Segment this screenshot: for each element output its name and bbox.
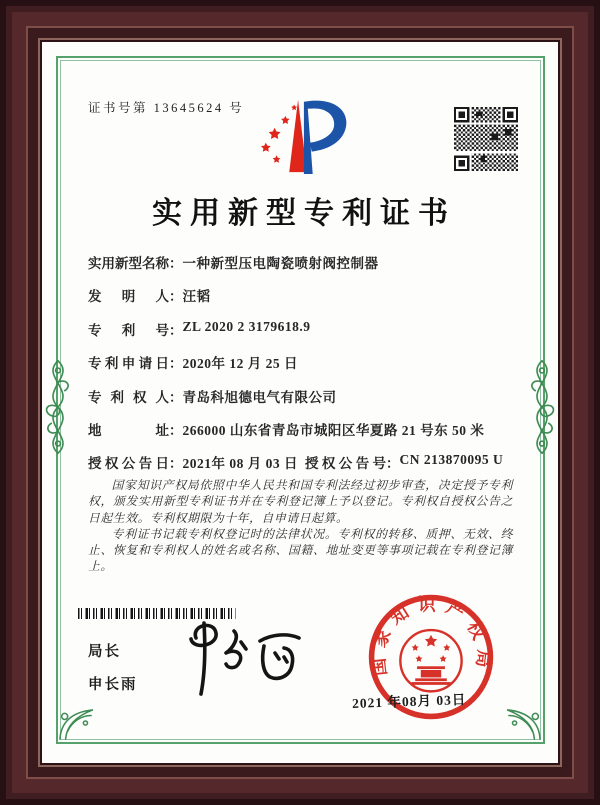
seal-text: 国家知识产权局: [367, 594, 495, 677]
field-row-patent-no: 专利号：ZL 2020 2 3179618.9: [88, 318, 311, 338]
field-label: 专利申请日: [88, 356, 169, 372]
field-value: 266000 山东省青岛市城阳区华夏路 21 号东 50 米: [182, 422, 485, 438]
director-name: 申长雨: [88, 677, 138, 693]
field-label: 专利权人: [88, 389, 169, 405]
vine-ornament-left-icon: [33, 352, 83, 462]
field-label: 发明人: [88, 289, 169, 305]
field-row-patentee: 专利权人：青岛科旭德电气有限公司: [88, 386, 514, 419]
field-label: 专利号: [88, 322, 169, 338]
grant-number-pair: 授权公告号：CN 213870095 U: [305, 452, 504, 472]
qr-code: [454, 107, 518, 171]
legal-paragraph-2: 专利证书记载专利权登记时的法律状况。专利权的转移、质押、无效、终止、恢复和专利权人的姓名或名称、国籍、地址变更等事项记载在专利登记簿上。: [88, 526, 513, 574]
field-label: 授权公告日: [88, 456, 169, 472]
field-value: 汪韬: [182, 289, 211, 305]
field-label: 授权公告号: [305, 456, 386, 472]
field-value: 2021年 08 月 03 日: [182, 456, 298, 472]
field-row-filing-date: 专利申请日：2020年 12 月 25 日: [88, 352, 514, 385]
field-row-inventor: 发明人：汪韬: [88, 285, 514, 318]
vine-ornament-right-icon: [517, 352, 567, 462]
certificate-title: 实用新型专利证书: [152, 197, 456, 230]
certificate-fields: [88, 252, 514, 486]
field-row-address: 地址：266000 山东省青岛市城阳区华夏路 21 号东 50 米: [88, 419, 514, 452]
certificate-number: 证书号第 13645624 号: [88, 101, 245, 115]
field-label: 地址: [88, 422, 169, 438]
field-value: CN 213870095 U: [399, 452, 504, 468]
director-block: [88, 640, 138, 694]
field-value: ZL 2020 2 3179618.9: [182, 318, 311, 334]
director-title: 局长: [88, 644, 121, 660]
field-label: 实用新型名称: [88, 256, 169, 271]
field-value: 2020年 12 月 25 日: [182, 356, 298, 372]
legal-paragraph-1: 国家知识产权局依照中华人民共和国专利法经过初步审查，决定授予专利权，颁发实用新型专利证书并在专利登记簿上予以登记。专利权自授权公告之日起生效。专利权期限为十年，自申请日起算。: [88, 478, 513, 525]
cnipa-patent-logo-icon: [238, 92, 362, 176]
director-signature-icon: [178, 618, 314, 700]
field-value: 青岛科旭德电气有限公司: [182, 389, 337, 405]
field-row-name: 实用新型名称：一种新型压电陶瓷喷射阀控制器: [88, 252, 514, 285]
corner-ornament-bottom-right-icon: [505, 707, 543, 741]
field-value: 一种新型压电陶瓷喷射阀控制器: [182, 256, 379, 271]
corner-ornament-bottom-left-icon: [57, 707, 95, 741]
legal-text: [88, 477, 513, 575]
field-row-grant: 授权公告日：2021年 08 月 03 日 授权公告号：CN 213870095 U: [88, 452, 504, 472]
seal-date: 2021 年08月 03日: [351, 691, 467, 711]
